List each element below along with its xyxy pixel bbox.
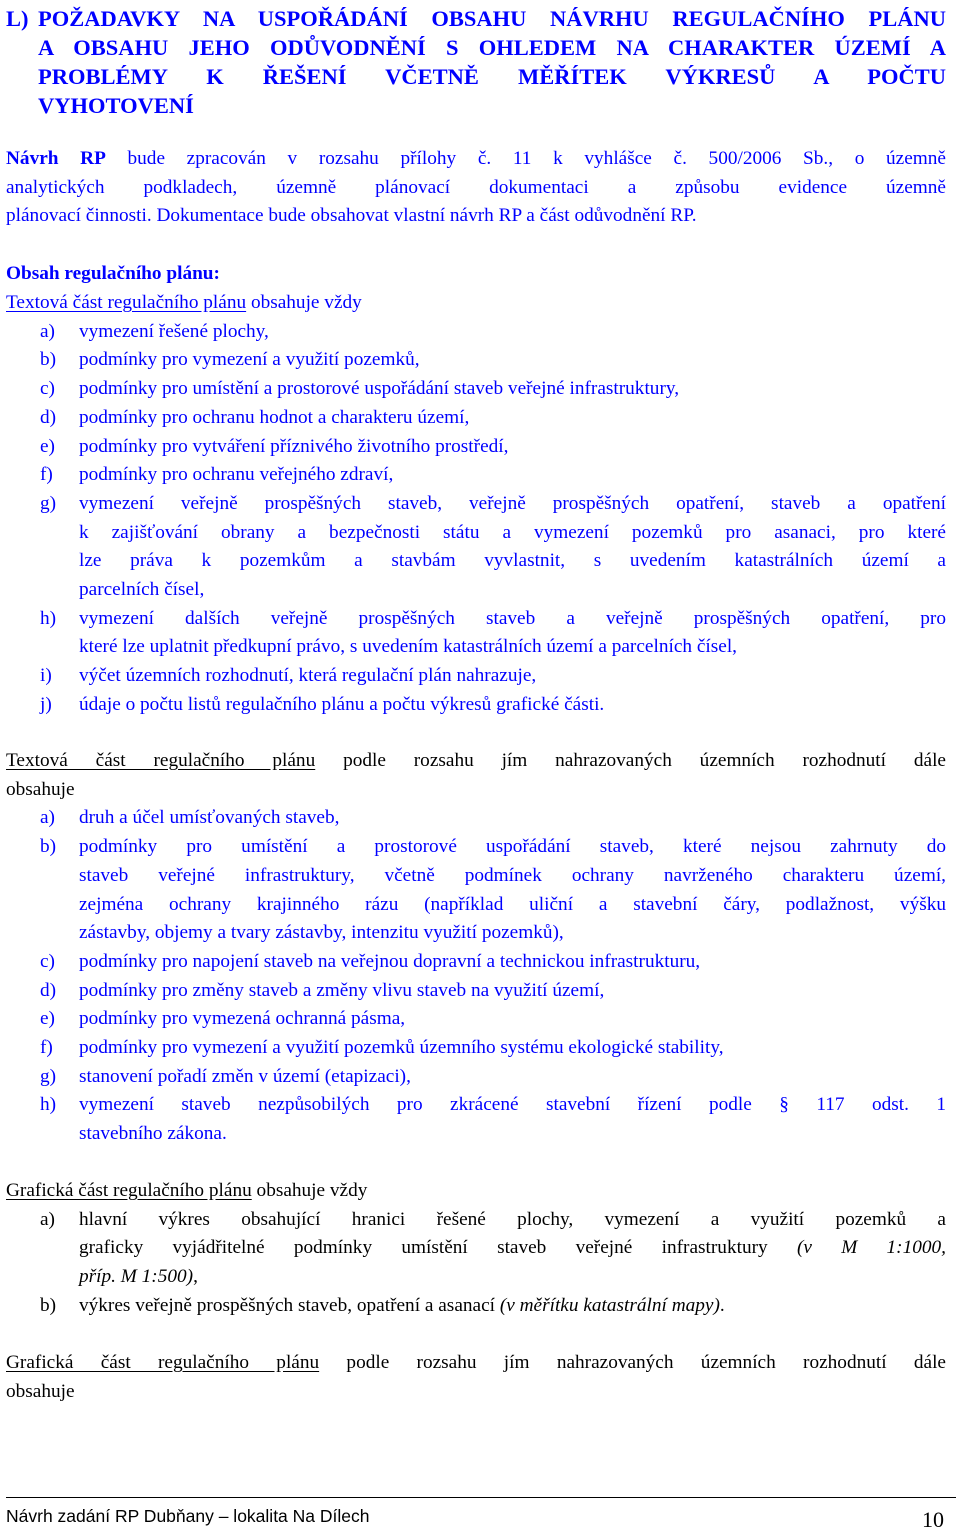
- section-textova-vzdy: [6, 289, 946, 720]
- section2-lead: Textová část regulačního plánu podle rozsahu jím nahrazovaných územních rozhodnutí dále obsahuje: [6, 750, 946, 800]
- list-marker: c): [40, 378, 55, 400]
- section4-lead: Grafická část regulačního plánu podle rozsahu jím nahrazovaných územních rozhodnutí dále obsahuje: [6, 1352, 946, 1402]
- list-item: [6, 691, 946, 720]
- heading-line-2: A OBSAHU JEHO ODŮVODNĚNÍ S OHLEDEM NA CHARAKTER ÚZEMÍ A: [38, 35, 946, 60]
- section3-lead: Grafická část regulačního plánu obsahuje vždy: [6, 1180, 368, 1201]
- footer-title: Návrh zadání RP Dubňany – lokalita Na Dílech: [6, 1506, 370, 1526]
- list-marker: g): [40, 492, 57, 514]
- list-item-text: podmínky pro ochranu veřejného zdraví,: [79, 464, 394, 486]
- list-item-text: podmínky pro ochranu hodnot a charakteru území,: [79, 406, 470, 428]
- list-marker: i): [40, 665, 52, 687]
- list-marker: g): [40, 1065, 57, 1087]
- list-marker: d): [40, 406, 57, 428]
- list-item: [6, 1005, 946, 1034]
- list-item: [6, 346, 946, 375]
- section3-list: [6, 1206, 946, 1321]
- list-marker: d): [40, 979, 57, 1001]
- heading-line-4: VYHOTOVENÍ: [38, 93, 194, 118]
- list-item: [6, 1034, 946, 1063]
- list-item-text: podmínky pro vymezená ochranná pásma,: [79, 1008, 406, 1030]
- list-item: [6, 461, 946, 490]
- list-item: [6, 948, 946, 977]
- list-item: [6, 1091, 946, 1148]
- list-item-text: podmínky pro změny staveb a změny vlivu staveb na využití území,: [79, 979, 605, 1001]
- list-item-text: vymezení řešené plochy,: [79, 320, 269, 342]
- list-marker: e): [40, 1008, 55, 1030]
- list-marker: c): [40, 950, 55, 972]
- list-item-text: údaje o počtu listů regulačního plánu a počtu výkresů grafické části.: [79, 693, 605, 715]
- list-item-text: stanovení pořadí změn v území (etapizaci),: [79, 1065, 411, 1087]
- section-graficka-dale: [6, 1349, 946, 1406]
- section-graficka-vzdy: [6, 1177, 946, 1321]
- list-item: [6, 490, 946, 605]
- list-item: a) hlavní výkres obsahující hranici řešené plochy, vymezení a využití pozemků a graficky vyjádřitelné podmínky umístění staveb veřejné infrastruktury (v M 1:1000, příp. M 1:500),: [40, 1208, 946, 1288]
- section1-list: [6, 318, 946, 720]
- heading-line-3: PROBLÉMY K ŘEŠENÍ VČETNĚ MĚŘÍTEK VÝKRESŮ A POČTU: [38, 64, 946, 89]
- list-marker: b): [40, 349, 57, 371]
- list-item-text: vymezení veřejně prospěšných staveb, veřejně prospěšných opatření, staveb a opatření k zajišťování obrany a bezpečnosti státu a vymezení pozemků pro asanaci, pro které lze práva k pozemkům a stavbám vyvlastnit, s uvedením katastrálních území a parcelních čísel,: [79, 492, 946, 601]
- list-item-text: vymezení dalších veřejně prospěšných staveb a veřejně prospěšných opatření, pro které lze uplatnit předkupní právo, s uvedením katastrálních území a parcelních čísel,: [79, 607, 946, 658]
- list-item-text: druh a účel umísťovaných staveb,: [79, 807, 340, 829]
- list-marker: f): [40, 464, 53, 486]
- list-item: b) výkres veřejně prospěšných staveb, opatření a asanací (v měřítku katastrální mapy).: [40, 1294, 725, 1316]
- list-item: [6, 804, 946, 833]
- list-item-text: vymezení staveb nezpůsobilých pro zkrácené stavební řízení podle § 117 odst. 1 stavebního zákona.: [79, 1094, 946, 1145]
- list-item: [6, 1063, 946, 1092]
- list-marker: h): [40, 607, 57, 629]
- list-item: [6, 605, 946, 662]
- intro-paragraph: Návrh RP bude zpracován v rozsahu přílohy č. 11 k vyhlášce č. 500/2006 Sb., o územně analytických podkladech, územně plánovací dokumentaci a způsobu evidence územně plánovací činnosti. Dokumentace bude obsahovat vlastní návrh RP a část odůvodnění RP.: [6, 148, 946, 227]
- list-marker: e): [40, 435, 55, 457]
- list-item: [6, 433, 946, 462]
- obsah-title: Obsah regulačního plánu:: [6, 263, 220, 284]
- list-item: [6, 833, 946, 948]
- list-item: [6, 318, 946, 347]
- list-item-text: podmínky pro umístění a prostorové uspořádání staveb, které nejsou zahrnuty do staveb veřejné infrastruktury, včetně podmínek ochrany navrženého charakteru území, zejména ochrany krajinného rázu (například uliční a stavební čáry, podlažnost, výšku zástavby, objemy a tvary zástavby, intenzitu využití pozemků),: [79, 836, 946, 944]
- list-marker: a): [40, 320, 55, 342]
- list-item-text: podmínky pro vymezení a využití pozemků územního systému ekologické stability,: [79, 1037, 724, 1059]
- section1-lead: Textová část regulačního plánu obsahuje vždy: [6, 292, 362, 313]
- list-marker: f): [40, 1037, 53, 1059]
- list-item-text: podmínky pro vymezení a využití pozemků,: [79, 349, 420, 371]
- list-item-text: podmínky pro umístění a prostorové uspořádání staveb veřejné infrastruktury,: [79, 378, 680, 400]
- heading-prefix: L): [6, 6, 29, 31]
- list-marker: a): [40, 807, 55, 829]
- list-item: [6, 404, 946, 433]
- footer-divider: [6, 1497, 956, 1498]
- heading-line-1: L) POŽADAVKY NA USPOŘÁDÁNÍ OBSAHU NÁVRHU REGULAČNÍHO PLÁNU: [6, 6, 946, 31]
- list-item: [6, 662, 946, 691]
- list-item: [6, 977, 946, 1006]
- page-number: 10: [922, 1507, 944, 1532]
- list-item-text: výčet územních rozhodnutí, která regulační plán nahrazuje,: [79, 665, 537, 687]
- list-item: [6, 375, 946, 404]
- section-heading: [6, 4, 946, 120]
- list-marker: b): [40, 836, 57, 858]
- list-item-text: podmínky pro vytváření příznivého životního prostředí,: [79, 435, 509, 457]
- section2-list: [6, 804, 946, 1148]
- list-marker: j): [40, 693, 52, 715]
- list-marker: h): [40, 1094, 57, 1116]
- list-item-text: podmínky pro napojení staveb na veřejnou dopravní a technickou infrastrukturu,: [79, 950, 701, 972]
- section-textova-dale: [6, 747, 946, 1149]
